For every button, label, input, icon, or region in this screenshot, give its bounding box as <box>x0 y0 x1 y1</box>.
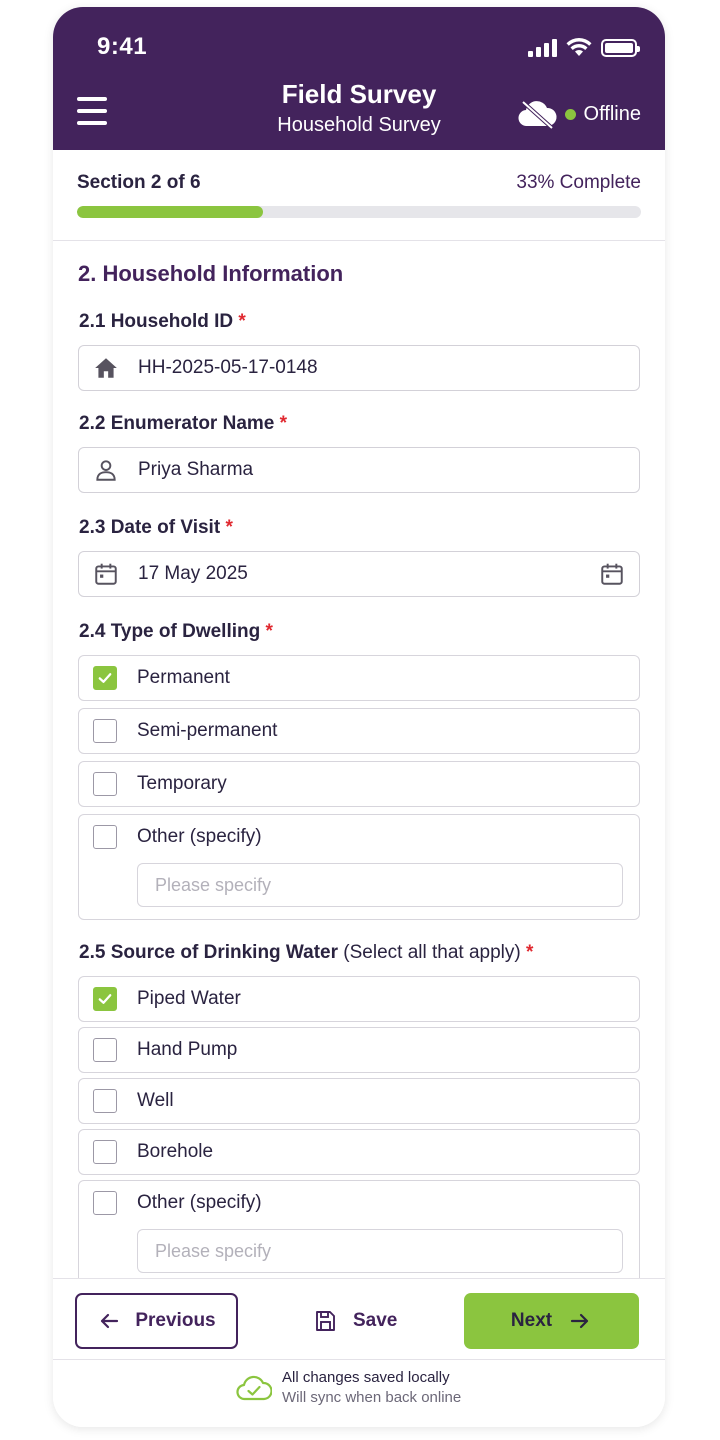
enumerator-field[interactable] <box>78 447 640 493</box>
save-status-text <box>282 1369 461 1406</box>
person-icon <box>93 457 119 483</box>
save-status <box>236 1369 461 1406</box>
arrow-left-icon <box>97 1309 121 1333</box>
next-button[interactable] <box>464 1293 639 1349</box>
saved-locally-text: All changes saved locally <box>282 1369 450 1386</box>
option-label: Permanent <box>137 667 230 688</box>
form-footer <box>53 1278 665 1427</box>
status-icons <box>528 37 637 57</box>
signal-icon <box>528 39 557 57</box>
next-label: Next <box>510 1310 553 1331</box>
battery-icon <box>601 39 637 57</box>
progress-track <box>77 206 641 218</box>
dwelling-label: 2.4 Type of Dwelling * <box>79 621 273 642</box>
percent-complete: 33% Complete <box>516 172 641 193</box>
option-label: Piped Water <box>137 988 241 1009</box>
section-indicator: Section 2 of 6 <box>77 172 201 193</box>
dwelling-specify-input[interactable] <box>137 863 623 907</box>
save-button[interactable] <box>313 1293 397 1349</box>
dwelling-option-temporary[interactable] <box>78 761 640 807</box>
survey-form <box>53 241 665 1278</box>
household-id-label: 2.1 Household ID * <box>79 311 246 332</box>
previous-button[interactable] <box>75 1293 238 1349</box>
option-label: Borehole <box>137 1141 214 1162</box>
checkbox[interactable] <box>93 825 117 849</box>
home-icon <box>93 355 119 381</box>
app-header <box>53 7 665 150</box>
water-option-well[interactable] <box>78 1078 640 1124</box>
sync-later-text: Will sync when back online <box>282 1389 462 1406</box>
option-label: Well <box>137 1090 174 1111</box>
progress-section <box>53 150 665 241</box>
enumerator-value: Priya Sharma <box>138 459 254 480</box>
water-option-other[interactable] <box>78 1180 640 1278</box>
enumerator-label: 2.2 Enumerator Name * <box>79 413 288 434</box>
checkbox[interactable] <box>93 666 117 690</box>
progress-bar-fill <box>77 206 263 218</box>
required-marker: * <box>238 311 246 332</box>
checkbox[interactable] <box>93 1140 117 1164</box>
household-id-field[interactable] <box>78 345 640 391</box>
connection-status <box>517 99 641 129</box>
required-marker: * <box>526 942 534 963</box>
save-icon <box>313 1309 337 1333</box>
cloud-off-icon <box>517 99 557 129</box>
dwelling-option-permanent[interactable] <box>78 655 640 701</box>
option-label: Temporary <box>137 773 227 794</box>
checkbox[interactable] <box>93 987 117 1011</box>
status-dot <box>565 109 576 120</box>
status-time: 9:41 <box>97 33 148 60</box>
water-specify-input[interactable] <box>137 1229 623 1273</box>
water-option-piped[interactable] <box>78 976 640 1022</box>
visit-date-label: 2.3 Date of Visit * <box>79 517 233 538</box>
cloud-check-icon <box>236 1374 272 1402</box>
save-label: Save <box>353 1310 398 1331</box>
option-label: Hand Pump <box>137 1039 238 1060</box>
checkbox[interactable] <box>93 1089 117 1113</box>
water-option-hand-pump[interactable] <box>78 1027 640 1073</box>
wifi-icon <box>565 37 593 57</box>
checkbox[interactable] <box>93 719 117 743</box>
dwelling-option-other[interactable] <box>78 814 640 920</box>
checkbox[interactable] <box>93 772 117 796</box>
previous-label: Previous <box>135 1310 216 1331</box>
offline-label: Offline <box>583 102 641 125</box>
section-title: 2. Household Information <box>78 261 344 286</box>
arrow-right-icon <box>568 1309 592 1333</box>
dwelling-option-semi-permanent[interactable] <box>78 708 640 754</box>
water-option-borehole[interactable] <box>78 1129 640 1175</box>
option-label: Other (specify) <box>137 1192 262 1213</box>
visit-date-field[interactable] <box>78 551 640 597</box>
checkbox[interactable] <box>93 1038 117 1062</box>
footer-divider <box>53 1359 665 1360</box>
required-marker: * <box>279 413 288 434</box>
calendar-picker-icon[interactable] <box>599 561 625 587</box>
water-source-label: 2.5 Source of Drinking Water (Select all that apply) * <box>79 942 534 963</box>
household-id-value: HH-2025-05-17-0148 <box>138 357 318 378</box>
option-label: Other (specify) <box>137 826 262 847</box>
option-label: Semi-permanent <box>137 720 278 741</box>
calendar-icon <box>93 561 119 587</box>
checkbox[interactable] <box>93 1191 117 1215</box>
required-marker: * <box>225 517 233 538</box>
required-marker: * <box>265 621 273 642</box>
select-all-hint: (Select all that apply) <box>343 942 521 963</box>
app-title: Field Survey <box>281 79 437 109</box>
visit-date-value: 17 May 2025 <box>138 563 248 584</box>
app-subtitle: Household Survey <box>277 114 441 136</box>
phone-screen <box>53 7 665 1427</box>
